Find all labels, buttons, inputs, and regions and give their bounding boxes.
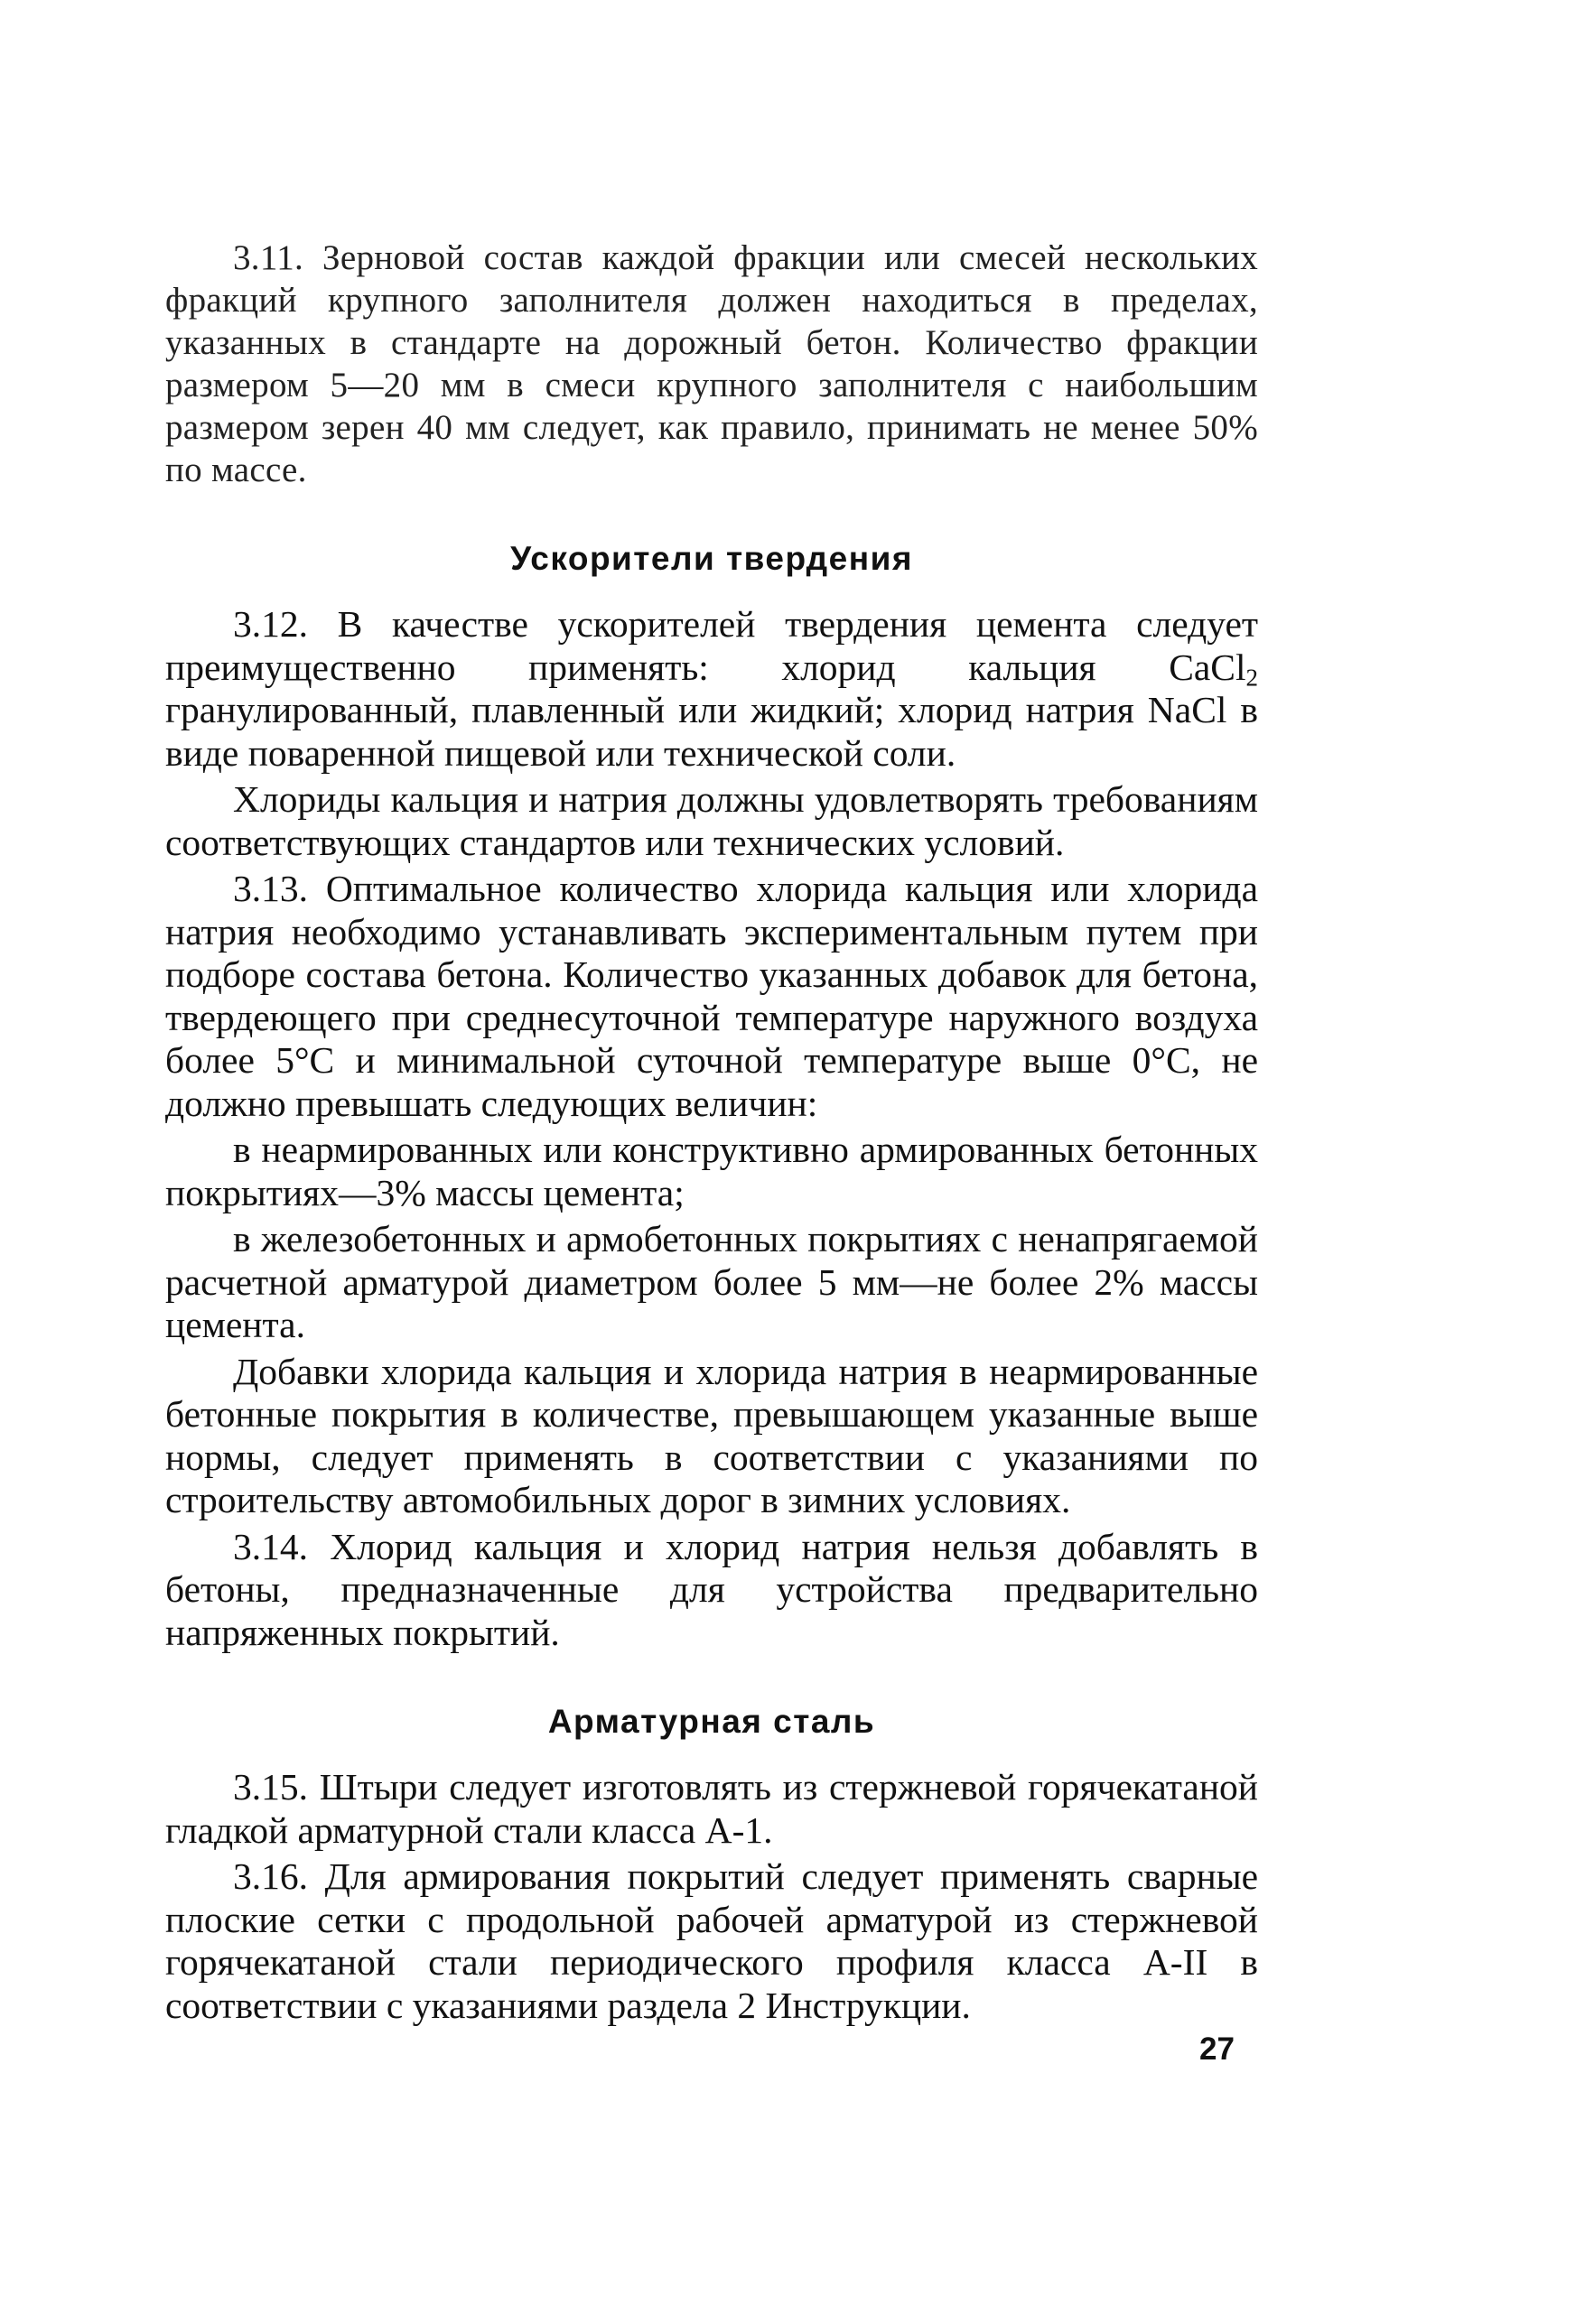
paragraph-3-13-note: Добавки хлорида кальция и хлорида натрия в неармированные бетонные покрытия в количестве, превышающем указанные выше нормы, следует применять в соответствии с указаниями по строительству автомобильных дорог в зимних условиях.: [165, 1350, 1258, 1520]
page-number: 27: [1199, 2031, 1235, 2067]
document-page: [165, 237, 1258, 2027]
paragraph-3-14: 3.14. Хлорид кальция и хлорид натрия нельзя добавлять в бетоны, предназначенные для устройства предварительно напряженных покрытий.: [165, 1525, 1258, 1653]
section-heading-rebar: Арматурная сталь: [547, 1703, 876, 1740]
section-heading-accelerators: Ускорители твердения: [510, 540, 913, 577]
paragraph-3-13: 3.13. Оптимальное количество хлорида кальция или хлорида натрия необходимо устанавливать экспериментальным путем при подборе состава бетона. Количество указанных добавок для бетона, твердеющего при среднесуточной температуре наружного воздуха более 5°С и минимальной суточной температуре выше 0°С, не должно превышать следующих величин:: [165, 868, 1258, 1124]
paragraph-3-11: 3.11. Зерновой состав каждой фракции или смесей нескольких фракций крупного заполнителя должен находиться в пределах, указанных в стандарте на дорожный бетон. Количество фракции размером 5—20 мм в смеси крупного заполнителя с наибольшим размером зерен 40 мм следует, как правило, принимать не менее 50% по массе.: [165, 238, 1258, 489]
paragraph-3-12-continuation: Хлориды кальция и натрия должны удовлетворять требованиям соответствующих стандартов или технических условий.: [165, 778, 1258, 863]
paragraph-3-12: [165, 603, 1258, 775]
paragraph-3-12-text-a: 3.12. В качестве ускорителей твердения цемента следует преимущественно применять: хлорид кальция CaCl: [165, 603, 1258, 688]
paragraph-3-15: 3.15. Штыри следует изготовлять из стержневой горячекатаной гладкой арматурной стали класса А-1.: [165, 1766, 1258, 1851]
paragraph-3-16: 3.16. Для армирования покрытий следует применять сварные плоские сетки с продольной рабочей арматурой из стержневой горячекатаной стали периодического профиля класса А-II в соответствии с указаниями раздела 2 Инструкции.: [165, 1855, 1258, 2026]
paragraph-3-12-text-b: гранулированный, плавленный или жидкий; хлорид натрия NaCl в виде поваренной пищевой или технической соли.: [165, 689, 1258, 774]
chemical-subscript: 2: [1245, 664, 1258, 692]
paragraph-3-13-item-reinforced: в железобетонных и армобетонных покрытиях с ненапрягаемой расчетной арматурой диаметром более 5 мм—не более 2% массы цемента.: [165, 1218, 1258, 1345]
paragraph-3-13-item-unreinforced: в неармированных или конструктивно армированных бетонных покрытиях—3% массы цемента;: [165, 1129, 1258, 1213]
